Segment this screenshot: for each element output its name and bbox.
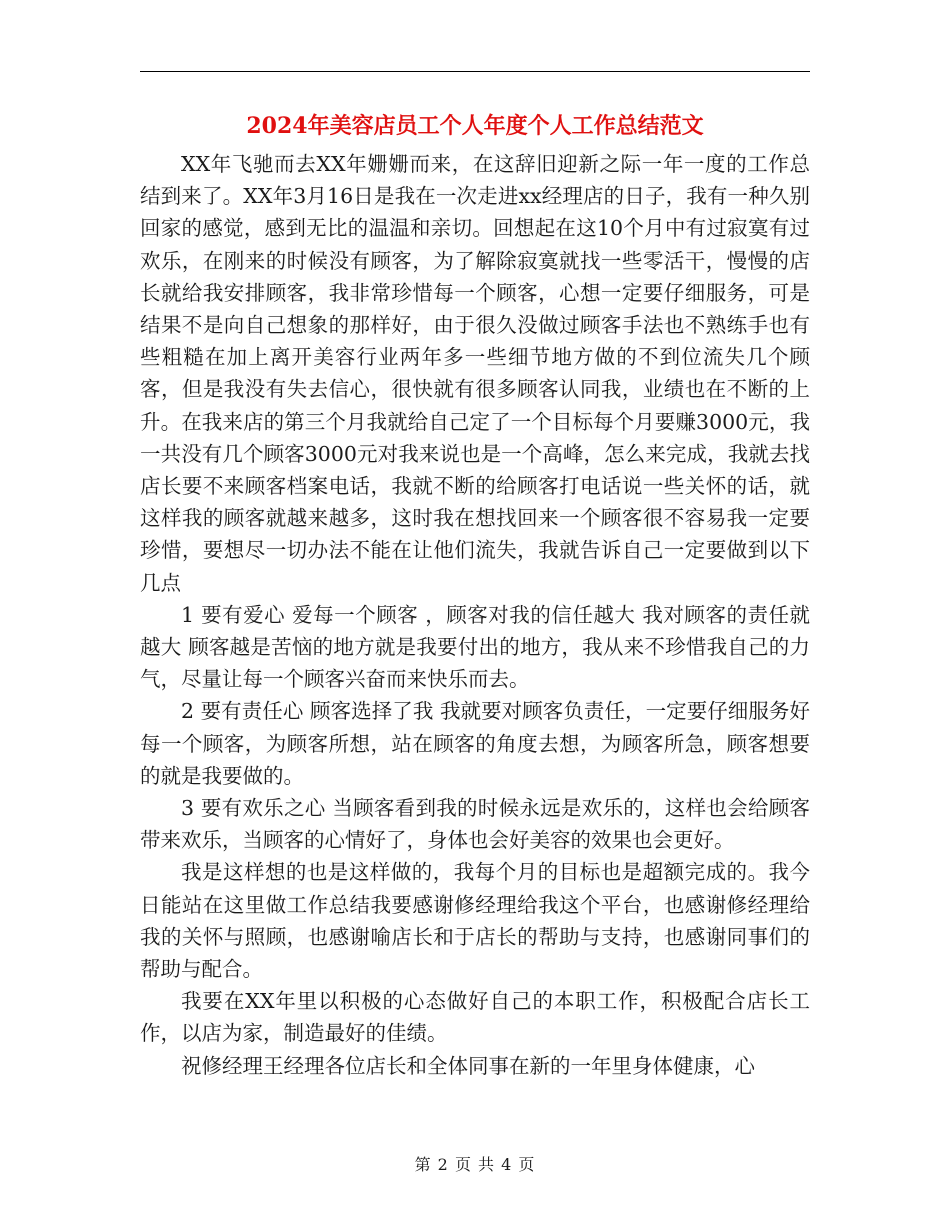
paragraph-point-2: 2 要有责任心 顾客选择了我 我就要对顾客负责任，一定要仔细服务好每一个顾客，为顾客所想，站在顾客的角度去想，为顾客所急，顾客想要的就是我要做的。 — [140, 699, 810, 788]
paragraph-point-3: 3 要有欢乐之心 当顾客看到我的时候永远是欢乐的，这样也会给顾客带来欢乐，当顾客的心情好了，身体也会好美容的效果也会更好。 — [140, 796, 810, 853]
page-number-footer: 第 2 页 共 4 页 — [414, 1155, 536, 1174]
header-rule — [140, 71, 810, 72]
paragraph-intro: XX年飞驰而去XX年姗姗而来，在这辞旧迎新之际一年一度的工作总结到来了。XX年3月16日是我在一次走进xx经理店的日子，我有一种久别回家的感觉，感到无比的温温和亲切。回想起在这10个月中有过寂寞有过欢乐，在刚来的时候没有顾客，为了解除寂寞就找一些零活干，慢慢的店长就给我安排顾客，我非常珍惜每一个顾客，心想一定要仔细服务，可是结果不是向自己想象的那样好，由于很久没做过顾客手法也不熟练手也有些粗糙在加上离开美容行业两年多一些细节地方做的不到位流失几个顾客，但是我没有失去信心，很快就有很多顾客认同我，业绩也在不断的上升。在我来店的第三个月我就给自己定了一个目标每个月要赚3000元，我一共没有几个顾客3000元对我来说也是一个高峰，怎么来完成，我就去找店长要不来顾客档案电话，我就不断的给顾客打电话说一些关怀的话，就这样我的顾客就越来越多，这时我在想找回来一个顾客很不容易我一定要珍惜，要想尽一切办法不能在让他们流失，我就告诉自己一定要做到以下几点 — [140, 152, 810, 595]
document-title: 2024年美容店员工个人年度个人工作总结范文 — [246, 113, 704, 139]
document-body — [140, 148, 810, 1082]
paragraph-point-1: 1 要有爱心 爱每一个顾客 ，顾客对我的信任越大 我对顾客的责任就越大 顾客越是苦恼的地方就是我要付出的地方，我从来不珍惜我自己的力气，尽量让每一个顾客兴奋而来快乐而去。 — [140, 602, 810, 692]
paragraph-thanks: 我是这样想的也是这样做的，我每个月的目标也是超额完成的。我今日能站在这里做工作总结我要感谢修经理给我这个平台，也感谢修经理给我的关怀与照顾，也感谢喻店长和于店长的帮助与支持，也感谢同事们的帮助与配合。 — [140, 860, 810, 982]
paragraph-plan: 我要在XX年里以积极的心态做好自己的本职工作，积极配合店长工作，以店为家，制造最好的佳绩。 — [140, 989, 810, 1046]
paragraph-wishes: 祝修经理王经理各位店长和全体同事在新的一年里身体健康，心 — [181, 1053, 755, 1078]
